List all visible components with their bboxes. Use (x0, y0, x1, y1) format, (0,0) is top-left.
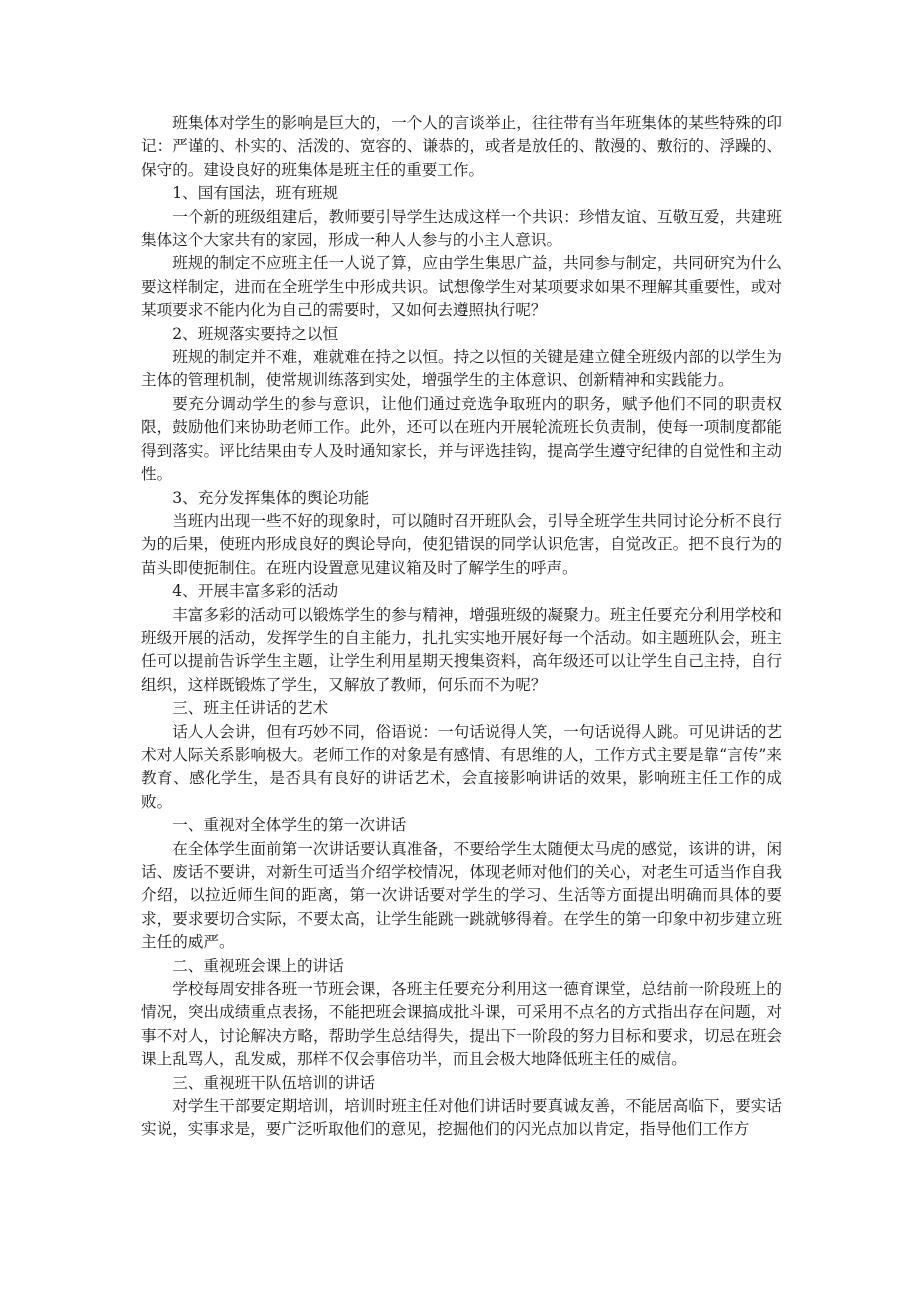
section-heading-3: 3、充分发挥集体的舆论功能 (172, 488, 370, 507)
paragraph: 学校每周安排各班一节班会课，各班主任要充分利用这一德育课堂，总结前一阶段班上的情况，突出成绩重点表扬，不能把班会课搞成批斗课，可采用不点名的方式指出存在问题，对事不对人，讨论解决方略，帮助学生总结得失，提出下一阶段的努力目标和要求，切忌在班会课上乱骂人，乱发威，那样不仅会事倍功半，而且会极大地降低班主任的威信。 (141, 980, 782, 1069)
paragraph: 一个新的班级组建后，教师要引导学生达成这样一个共识：珍惜友谊、互敬互爱，共建班集体这个大家共有的家园，形成一种人人参与的小主人意识。 (141, 207, 782, 250)
subsection-heading-first-speech: 一、重视对全体学生的第一次讲话 (172, 816, 407, 835)
paragraph: 在全体学生面前第一次讲话要认真准备，不要给学生太随便太马虎的感觉，该讲的讲，闲话、废话不要讲，对新生可适当介绍学校情况，体现老师对他们的关心，对老生可适当作自我介绍，以拉近师生间的距离，第一次讲话要对学生的学习、生活等方面提出明确而具体的要求，要求要切合实际，不要太高，让学生能跳一跳就够得着。在学生的第一印象中初步建立班主任的威严。 (141, 839, 782, 952)
subsection-heading-cadre-training: 三、重视班干队伍培训的讲话 (172, 1073, 375, 1092)
paragraph: 丰富多彩的活动可以锻炼学生的参与精神，增强班级的凝聚力。班主任要充分利用学校和班级开展的活动，发挥学生的自主能力，扎扎实实地开展好每一个活动。如主题班队会，班主任可以提前告诉学生主题，让学生利用星期天搜集资料，高年级还可以让学生自己主持，自行组织，这样既锻炼了学生，又解放了教师，何乐而不为呢？ (141, 605, 782, 694)
section-heading-2: 2、班规落实要持之以恒 (172, 324, 339, 343)
section-heading-4: 4、开展丰富多彩的活动 (172, 582, 339, 601)
paragraph: 班规的制定不应班主任一人说了算，应由学生集思广益，共同参与制定，共同研究为什么要这样制定，进而在全班学生中形成共识。试想像学生对某项要求如果不理解其重要性，或对某项要求不能内化为自己的需要时，又如何去遵照执行呢？ (141, 254, 782, 320)
subsection-heading-class-meeting: 二、重视班会课上的讲话 (172, 956, 344, 975)
paragraph: 话人人会讲，但有巧妙不同，俗语说：一句话说得人笑，一句话说得人跳。可见讲话的艺术对人际关系影响极大。老师工作的对象是有感情、有思维的人，工作方式主要是靠“言传”来教育、感化学生，是否具有良好的讲话艺术，会直接影响讲话的效果，影响班主任工作的成败。 (141, 722, 782, 811)
paragraph: 当班内出现一些不好的现象时，可以随时召开班队会，引导全班学生共同讨论分析不良行为的后果，使班内形成良好的舆论导向，使犯错误的同学认识危害，自觉改正。把不良行为的苗头即使扼制住。在班内设置意见建议箱及时了解学生的呼声。 (141, 511, 782, 577)
paragraph: 班规的制定并不难，难就难在持之以恒。持之以恒的关键是建立健全班级内部的以学生为主体的管理机制，使常规训练落到实处，增强学生的主体意识、创新精神和实践能力。 (141, 348, 782, 390)
section-heading-speech-art: 三、班主任讲话的艺术 (172, 699, 329, 718)
intro-paragraph: 班集体对学生的影响是巨大的，一个人的言谈举止，往往带有当年班集体的某些特殊的印记：严谨的、朴实的、活泼的、宽容的、谦恭的，或者是放任的、散漫的、敷衍的、浮躁的、保守的。建设良好的班集体是班主任的重要工作。 (141, 114, 782, 179)
paragraph: 对学生干部要定期培训，培训时班主任对他们讲话时要真诚友善，不能居高临下，要实话实说，实事求是，要广泛听取他们的意见，挖掘他们的闪光点加以肯定，指导他们工作方 (141, 1097, 782, 1139)
paragraph: 要充分调动学生的参与意识，让他们通过竞选争取班内的职务，赋予他们不同的职责权限，鼓励他们来协助老师工作。此外，还可以在班内开展轮流班长负责制，使每一项制度都能得到落实。评比结果由专人及时通知家长，并与评选挂钩，提高学生遵守纪律的自觉性和主动性。 (141, 394, 782, 484)
section-heading-1: 1、国有国法，班有班规 (172, 184, 339, 203)
document-body (141, 112, 782, 1142)
